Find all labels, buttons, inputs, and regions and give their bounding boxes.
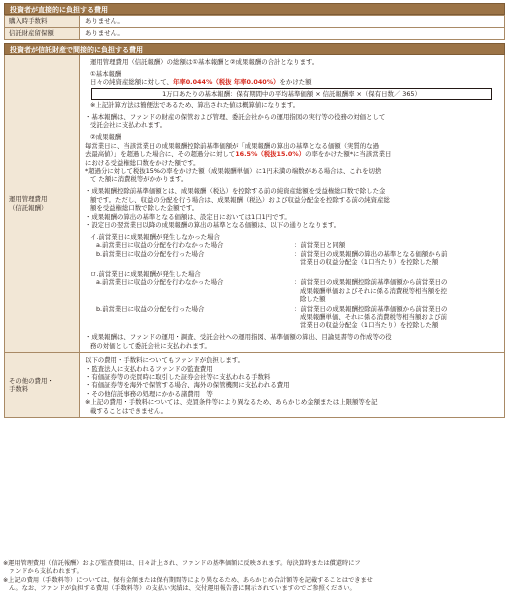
mgmt-fee-label-line2: （信託報酬）	[9, 203, 48, 212]
case-i-b	[85, 250, 500, 267]
footnote-1	[3, 560, 506, 577]
perf-fee-use-line1: ・成果報酬は、ファンドの運用・調査、受託会社への運用指図、基準価額の算出、目論見書等の作成等の役	[85, 333, 392, 342]
base-value-line2: ・設定日の翌営業日以降の成果報酬の算出の基準となる価額は、以下の通りとなります。	[85, 220, 341, 229]
mgmt-intro: 運用管理費用（信託報酬）の総額は①基本報酬と②成果報酬の合計となります。	[90, 58, 319, 66]
row-value-trust-reserve: ありません。	[80, 28, 505, 40]
perf-fee-line2-post: の率をかけた額*に当該営業日	[305, 150, 392, 159]
basic-fee-formula-box: 1万口あたりの基本報酬：保有期間中の平均基準価額 × 信託報酬率 ×（保有日数／ 365）	[91, 88, 492, 100]
perf-fee-use-line2: 務の対価として委託会社に支払われます。	[90, 341, 211, 350]
case-ro-b-result-l3: 営業日の収益分配金（1口当たり）を控除した額	[300, 321, 439, 330]
other-costs-content	[80, 352, 504, 417]
perf-fee-rate: 16.5%（税抜15.0%）	[235, 150, 306, 159]
other-costs-line: ・有価証券等の売買時に取引した証券会社等に支払われる手数料	[85, 372, 271, 381]
footnote-2-line2: ん。なお、ファンドが負担する費用（手数料等）の支払い実績は、交付運用報告書に開示されていますのでご参照ください。	[9, 584, 356, 592]
row-label-purchase-fee: 購入時手数料	[5, 16, 80, 28]
other-costs-line: 以下の費用・手数料についてもファンドが負担します。	[85, 356, 244, 365]
table-row	[5, 16, 505, 28]
perf-fee-line2	[85, 150, 500, 158]
pre-deduction-line1: ・成果報酬控除前基準価額とは、成果報酬（税込）を控除する前の純資産総額を受益権総口数で除した金	[85, 187, 386, 196]
case-i-b-result-l2: 営業日の収益分配金（1口当たり）を控除した額	[300, 258, 439, 267]
row-label-trust-reserve: 信託財産留保額	[5, 28, 80, 40]
basic-fee-post: をかけた額	[279, 78, 312, 87]
pre-deduction-line3: 額を受益権総口数で除した金額です。	[90, 204, 199, 213]
case-ro-a	[85, 278, 500, 303]
case-i-a	[85, 241, 500, 249]
indirect-costs-grid	[4, 55, 505, 418]
case-i-a-condition: a.前営業日に収益の分配を行わなかった場合	[96, 241, 224, 250]
footnote-1-line2: ァンドから支払われます。	[9, 568, 83, 576]
fee-table	[4, 3, 505, 418]
case-ro-b	[85, 305, 500, 330]
other-costs-line: ・有価証券等を海外で保管する場合、海外の保管機関に支払われる費用	[85, 381, 290, 390]
other-costs-label-line1: その他の費用・	[9, 376, 54, 385]
case-i-title: イ.前営業日に成果報酬が発生しなかった場合	[90, 232, 220, 241]
base-value-line1: ・成果報酬の算出の基準となる価額は、設定日においては1口1円です。	[85, 212, 291, 221]
footnotes	[3, 560, 506, 593]
basic-fee-pre: 日々の純資産総額に対して、	[90, 78, 173, 87]
basic-fee-detail-line1: ・基本報酬は、ファンドの財産の保管および管理、委託会社からの運用指図の実行等の役務の対価として	[85, 113, 386, 122]
footnote-2-line1: ※上記の費用（手数料等）については、保有金額または保有期間等により異なるため、あらかじめ合計額等を記載することはできませ	[3, 576, 373, 584]
other-costs-line: ・その他信託事務の処理にかかる諸費用 等	[85, 389, 213, 398]
case-ro-b-result-l1: ：前営業日の成果報酬控除前基準価額から前営業日の	[294, 304, 448, 313]
other-costs-note-line2: 載することはできません。	[90, 406, 168, 415]
perf-fee-line2-pre: 去最高値）」を超過した場合に、その超過分に対して	[85, 150, 236, 159]
case-ro-a-result-l2: 成果報酬単価およびそれに係る消費税等相当額を控	[300, 286, 447, 295]
case-i-b-condition: b.前営業日に収益の分配を行った場合	[96, 249, 205, 258]
other-costs-label-line2: 手数料	[9, 385, 29, 394]
basic-fee-rate: 年率0.044%（税抜 年率0.040%）	[172, 78, 280, 87]
case-ro-a-condition: a.前営業日に収益の分配を行わなかった場合	[96, 278, 224, 287]
table-row	[5, 28, 505, 40]
other-costs-line: ・監査法人に支払われるファンドの監査費用	[85, 364, 213, 373]
perf-fee-line3: における受益権総口数をかけた額です。	[85, 158, 200, 167]
mgmt-fee-content	[80, 55, 504, 352]
footnote-2	[3, 577, 506, 594]
other-costs-label	[5, 352, 80, 417]
basic-fee-detail-line2: 受託会社に支払われます。	[90, 121, 167, 130]
case-ro-b-result	[294, 305, 500, 330]
row-value-purchase-fee: ありません。	[80, 16, 505, 28]
basic-fee-title: ①基本報酬	[90, 69, 122, 78]
perf-fee-note2: て た額に消費税等がかかります。	[90, 175, 188, 184]
direct-costs-table	[4, 15, 505, 40]
basic-fee-note: ※上記計算方法は簡便法であるため、算出された値は概算値になります。	[90, 101, 300, 110]
basic-fee-desc	[85, 78, 500, 86]
other-costs-note-line1: ※上記の費用・手数料については、売買条件等により異なるため、あらかじめ金額または上限額等を記	[85, 398, 378, 407]
case-ro-b-condition: b.前営業日に収益の分配を行った場合	[96, 304, 205, 313]
case-ro-b-result-l2: 成果報酬単価、それに係る消費税等相当額および前	[300, 312, 447, 321]
perf-fee-note1: *超過分に対して税抜15%の率をかけた額（成果報酬単価）に1円未満の端数がある場合は、これを切捨	[85, 166, 382, 175]
perf-fee-title: ②成果報酬	[90, 133, 122, 142]
case-i-b-result	[294, 250, 500, 267]
case-ro-a-result-l3: 除した額	[300, 295, 326, 304]
case-i-b-result-l1: ：前営業日の成果報酬の算出の基準となる価額から前	[294, 249, 448, 258]
section-header-direct-costs: 投資者が直接的に負担する費用	[4, 3, 505, 15]
case-ro-title: ロ.前営業日に成果報酬が発生した場合	[90, 269, 201, 278]
case-ro-a-result	[294, 278, 500, 303]
case-ro-a-result-l1: ：前営業日の成果報酬控除前基準価額から前営業日の	[294, 278, 448, 287]
footnote-1-line1: ※運用管理費用（信託報酬）および監査費用は、日々計上され、ファンドの基準価額に反映されます。毎決算時または償還時にフ	[3, 560, 361, 567]
mgmt-fee-label	[5, 55, 80, 352]
mgmt-fee-label-line1: 運用管理費用	[9, 195, 48, 204]
pre-deduction-line2: 額です。ただし、収益の分配を行う場合は、成果報酬（税込）および収益分配金を控除する前の純資産総	[90, 195, 390, 204]
perf-fee-line1: 毎営業日に、当該営業日の成果報酬控除前基準価額が「成果報酬の算出の基準となる価額（実質的な過	[85, 141, 379, 150]
case-i-a-result: ：前営業日と同額	[294, 241, 346, 250]
section-header-indirect-costs: 投資者が信託財産で間接的に負担する費用	[4, 43, 505, 55]
